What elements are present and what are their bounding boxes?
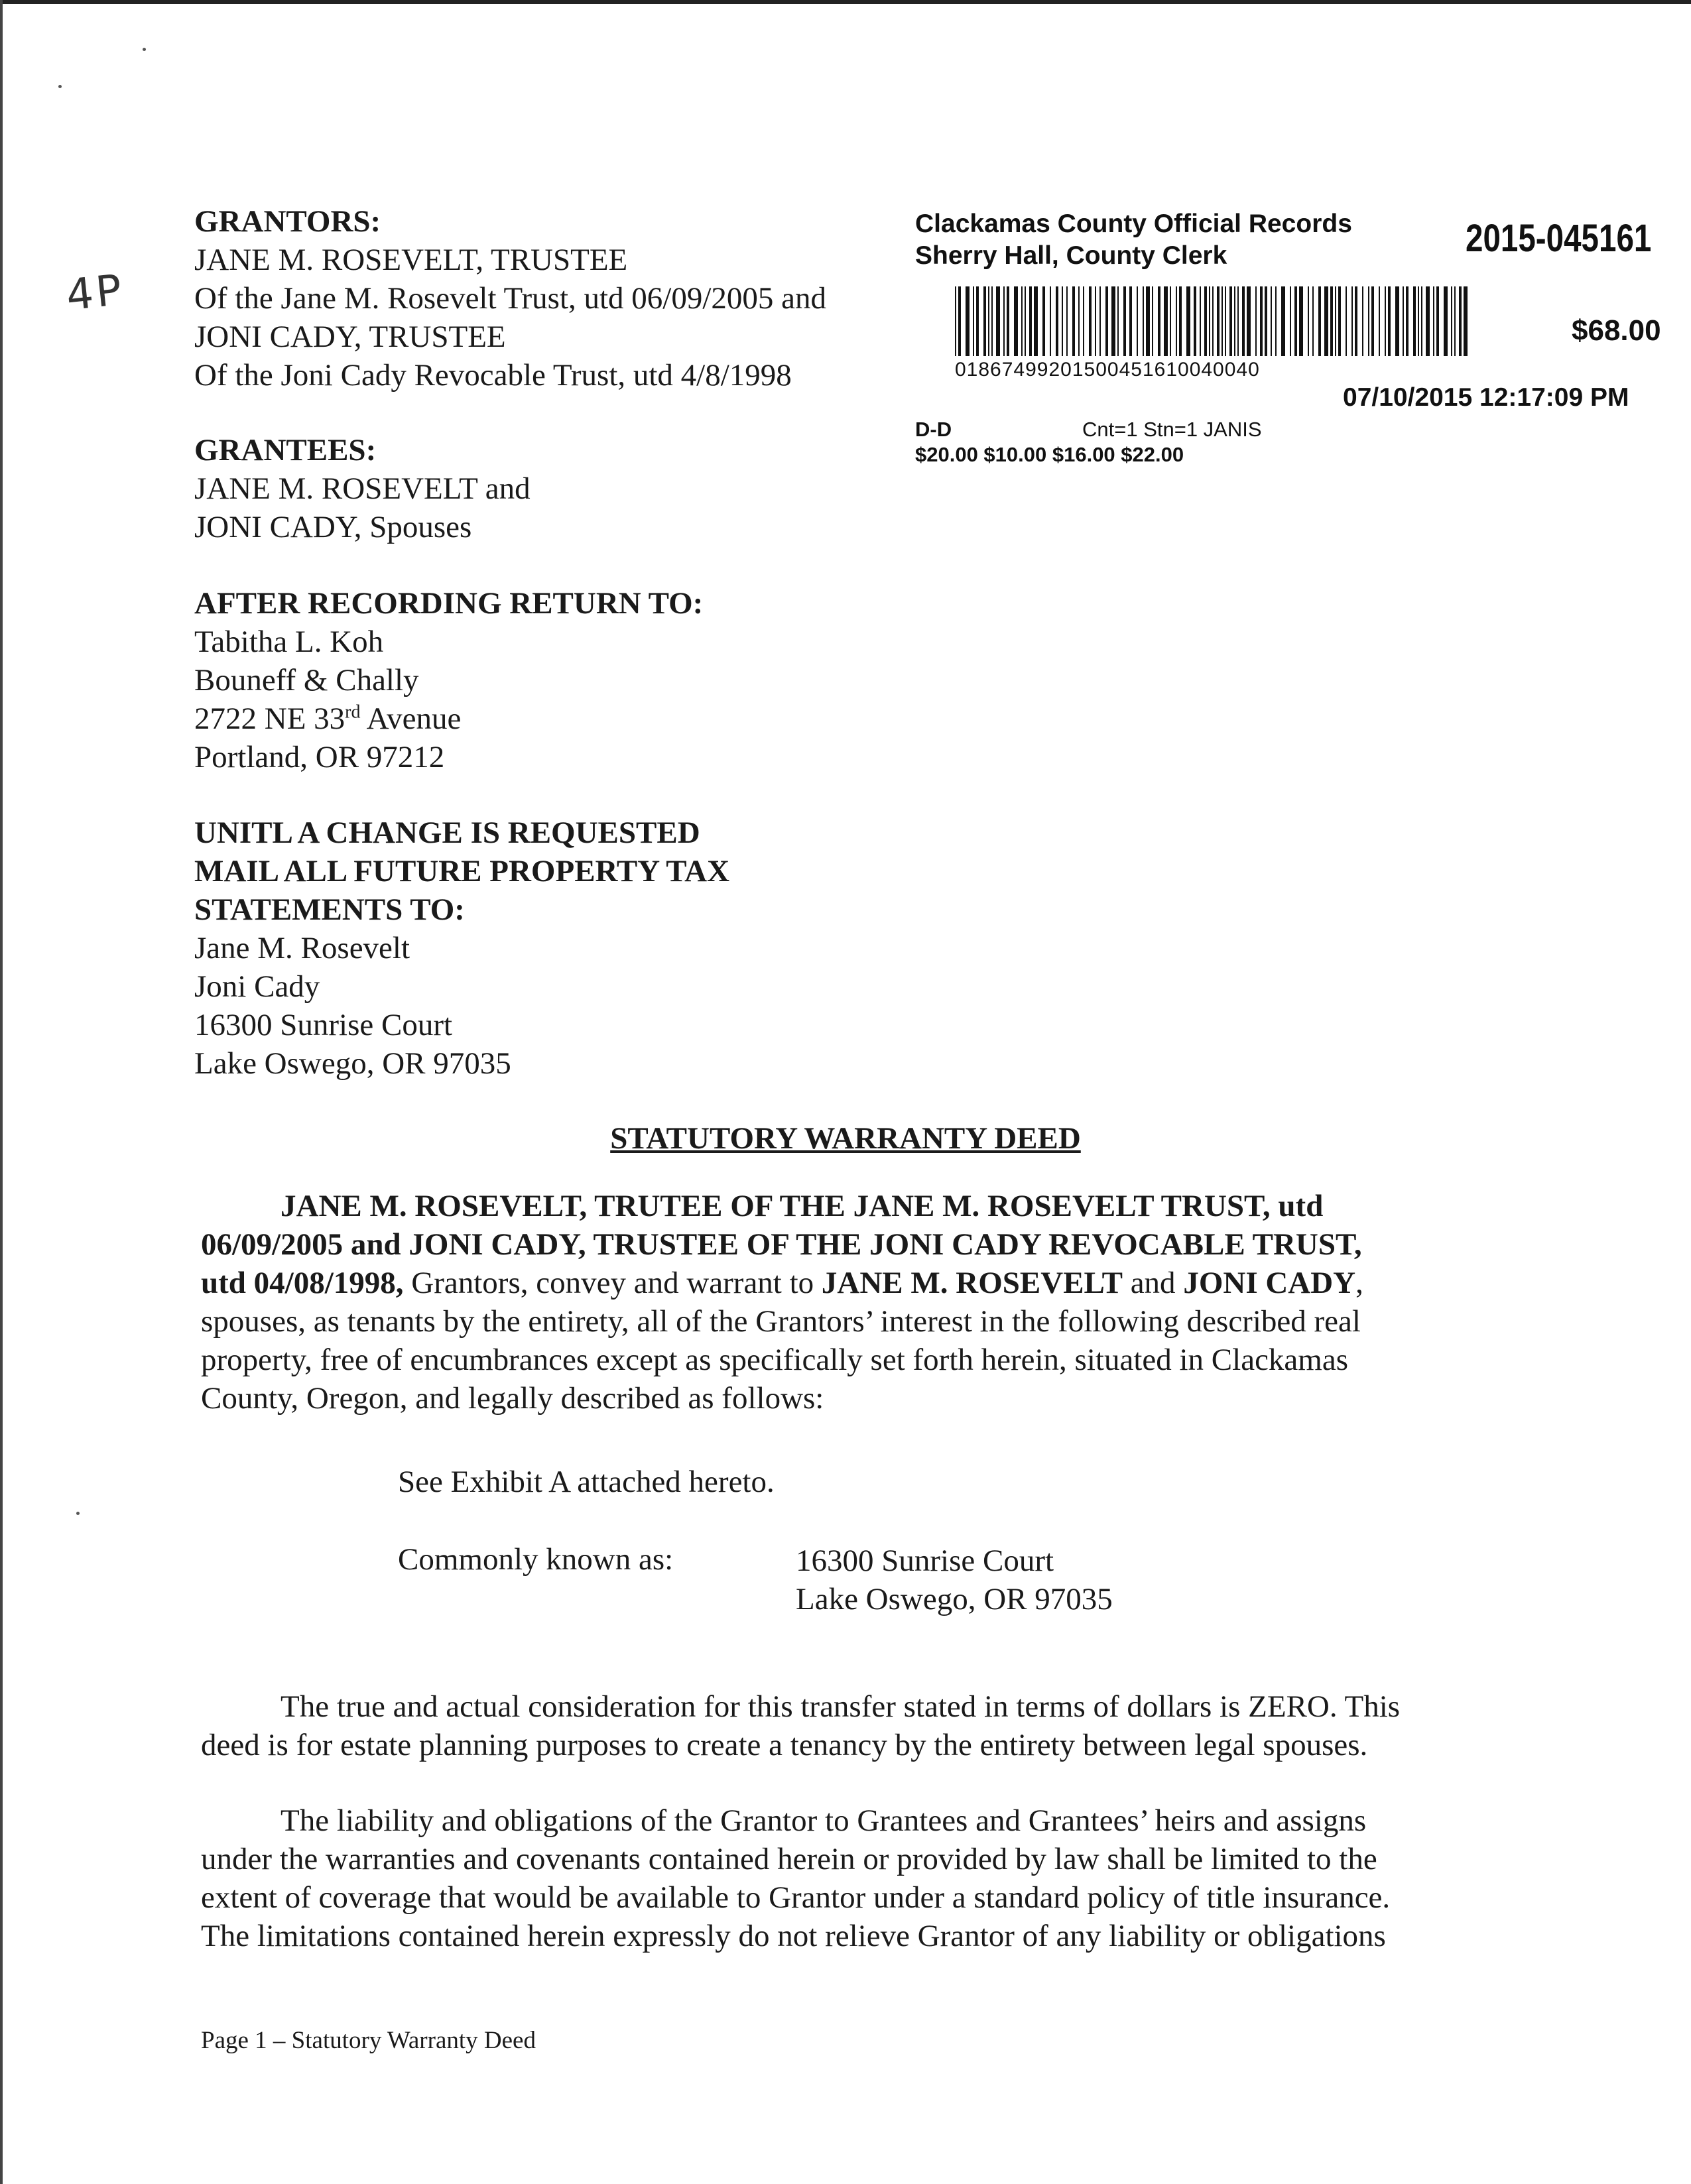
barcode-bar (1444, 286, 1448, 356)
barcode-bar (1247, 286, 1251, 356)
barcode-bar (1099, 286, 1101, 356)
barcode-bar (1050, 286, 1051, 356)
barcode-bar (1025, 286, 1026, 356)
barcode-bar (1459, 286, 1462, 356)
barcode-bar (1176, 286, 1177, 356)
recording-timestamp: 07/10/2015 12:17:09 PM (1343, 383, 1629, 412)
commonly-known-line: 16300 Sunrise Court (796, 1544, 1054, 1578)
barcode-bar (1330, 286, 1333, 356)
barcode-bar (1355, 286, 1357, 356)
grantees-heading: GRANTEES: (194, 433, 377, 467)
barcode-bar (1368, 286, 1369, 356)
return-to-block (194, 584, 703, 776)
barcode-bar (1281, 286, 1285, 356)
barcode-bar (1089, 286, 1092, 356)
barcode-bar (1436, 286, 1439, 356)
tax-address-line: Jane M. Rosevelt (194, 931, 410, 965)
liability-line: The limitations contained herein expressly do not relieve Grantor of any liability or obligations (201, 1919, 1386, 1953)
barcode-bar (1385, 286, 1386, 356)
barcode-bar (1265, 286, 1267, 356)
barcode-bar (1464, 286, 1468, 356)
return-to-street: 2722 NE 33rd Avenue (194, 701, 462, 736)
conveyance-line: spouses, as tenants by the entirety, all of the Grantors’ interest in the following described real (201, 1304, 1361, 1339)
liability-line: The liability and obligations of the Grantor to Grantees and Grantees’ heirs and assigns (281, 1803, 1367, 1838)
barcode-bar (1234, 286, 1235, 356)
barcode-bar (1221, 286, 1223, 356)
barcode-bar (1083, 286, 1084, 356)
barcode-bar (1451, 286, 1452, 356)
barcode-bar (1105, 286, 1108, 356)
scan-speck (58, 85, 62, 88)
return-to-firm: Bouneff & Chally (194, 663, 419, 698)
barcode-bar (1179, 286, 1182, 356)
commonly-known-label: Commonly known as: (398, 1542, 674, 1577)
consideration-line: The true and actual consideration for this transfer stated in terms of dollars is ZERO. This (281, 1689, 1401, 1724)
recording-barcode (955, 286, 1472, 356)
barcode-bar (973, 286, 974, 356)
barcode-bar (1194, 286, 1196, 356)
barcode-bar (1418, 286, 1419, 356)
grantees-block (194, 431, 531, 546)
grantors-heading: GRANTORS: (194, 204, 381, 239)
barcode-bar (1158, 286, 1160, 356)
barcode-bar (1454, 286, 1456, 356)
barcode-bar (1403, 286, 1404, 356)
barcode-bar (1021, 286, 1023, 356)
recording-counts: Cnt=1 Stn=1 JANIS (1082, 418, 1262, 441)
barcode-bar (1212, 286, 1214, 356)
barcode-bar (1346, 286, 1347, 356)
barcode-bar (1225, 286, 1226, 356)
barcode-bar (1056, 286, 1058, 356)
barcode-bar (1421, 286, 1422, 356)
barcode-bar (1200, 286, 1201, 356)
barcode-number: 01867499201500451610040040 (955, 359, 1260, 381)
handwritten-page-note: 4P (64, 265, 127, 321)
barcode-bar (1406, 286, 1409, 356)
barcode-bar (1170, 286, 1171, 356)
barcode-bar (996, 286, 1000, 356)
barcode-bar (1204, 286, 1207, 356)
barcode-bar (1129, 286, 1132, 356)
liability-line: under the warranties and covenants contained herein or provided by law shall be limited to the (201, 1842, 1377, 1876)
scan-speck (76, 1512, 80, 1515)
barcode-bar (966, 286, 970, 356)
barcode-bar (955, 286, 956, 356)
barcode-bar (988, 286, 989, 356)
barcode-bar (1152, 286, 1153, 356)
barcode-bar (1117, 286, 1119, 356)
scan-edge-top (0, 0, 1691, 4)
barcode-bar (958, 286, 961, 356)
barcode-bar (1095, 286, 1096, 356)
barcode-bar (1137, 286, 1138, 356)
barcode-bar (1388, 286, 1391, 356)
barcode-bar (1143, 286, 1144, 356)
barcode-bar (1209, 286, 1210, 356)
barcode-bar (1146, 286, 1150, 356)
barcode-bar (1014, 286, 1018, 356)
conveyance-line: property, free of encumbrances except as specifically set forth herein, situated in Clackamas (201, 1343, 1349, 1377)
barcode-bar (1324, 286, 1328, 356)
liability-line: extent of coverage that would be available to Grantor under a standard policy of title insurance. (201, 1880, 1391, 1915)
barcode-bar (1242, 286, 1245, 356)
barcode-bar (1318, 286, 1321, 356)
barcode-bar (1078, 286, 1080, 356)
barcode-bar (1335, 286, 1336, 356)
barcode-bar (1062, 286, 1063, 356)
tax-heading-line: UNITL A CHANGE IS REQUESTED (194, 816, 700, 850)
barcode-bar (1290, 286, 1291, 356)
tax-address-line: 16300 Sunrise Court (194, 1008, 453, 1042)
recording-office-name: Clackamas County Official Records (915, 210, 1352, 238)
tax-heading-line: MAIL ALL FUTURE PROPERTY TAX (194, 854, 730, 888)
barcode-bar (1042, 286, 1045, 356)
tax-statements-block (194, 814, 729, 1083)
barcode-bar (1029, 286, 1032, 356)
barcode-bar (1186, 286, 1190, 356)
conveyance-line: JANE M. ROSEVELT, TRUTEE OF THE JANE M. ROSEVELT TRUST, utd (281, 1189, 1324, 1223)
barcode-bar (983, 286, 986, 356)
barcode-bar (1003, 286, 1005, 356)
consideration-line: deed is for estate planning purposes to create a tenancy by the entirety between legal spouses. (201, 1728, 1368, 1762)
return-to-name: Tabitha L. Koh (194, 625, 384, 659)
recording-code: D-D (915, 418, 952, 441)
scan-edge-left (0, 0, 3, 2184)
barcode-bar (1433, 286, 1434, 356)
commonly-known-line: Lake Oswego, OR 97035 (796, 1582, 1113, 1616)
barcode-bar (1395, 286, 1399, 356)
barcode-bar (1072, 286, 1075, 356)
barcode-bar (1371, 286, 1374, 356)
deed-title: STATUTORY WARRANTY DEED (610, 1121, 1081, 1156)
barcode-bar (1255, 286, 1257, 356)
exhibit-reference: See Exhibit A attached hereto. (398, 1465, 775, 1499)
barcode-bar (1111, 286, 1115, 356)
barcode-bar (1229, 286, 1232, 356)
page-footer: Page 1 – Statutory Warranty Deed (201, 2027, 536, 2054)
barcode-bar (1007, 286, 1009, 356)
barcode-bar (1362, 286, 1363, 356)
commonly-known-address (796, 1542, 1113, 1618)
barcode-bar (1217, 286, 1220, 356)
liability-paragraph (201, 1801, 1501, 1955)
conveyance-line: 06/09/2005 and JONI CADY, TRUSTEE OF THE JONI CADY REVOCABLE TRUST, (201, 1227, 1362, 1262)
grantor-line: Of the Joni Cady Revocable Trust, utd 4/8/1998 (194, 358, 792, 393)
grantor-line: JONI CADY, TRUSTEE (194, 320, 506, 354)
barcode-bar (1164, 286, 1168, 356)
recording-office (915, 208, 1352, 272)
recording-clerk: Sherry Hall, County Clerk (915, 241, 1227, 270)
barcode-bar (1271, 286, 1272, 356)
document-number: 2015-045161 (1466, 217, 1652, 260)
barcode-bar (1413, 286, 1416, 356)
recording-amount: $68.00 (1572, 314, 1661, 347)
barcode-bar (1260, 286, 1263, 356)
grantor-line: JANE M. ROSEVELT, TRUSTEE (194, 243, 628, 277)
grantee-line: JONI CADY, Spouses (194, 510, 472, 544)
scan-speck (143, 48, 146, 51)
grantee-line: JANE M. ROSEVELT and (194, 471, 531, 506)
tax-address-line: Joni Cady (194, 969, 320, 1004)
barcode-bar (1379, 286, 1380, 356)
barcode-bar (1066, 286, 1068, 356)
barcode-bar (1237, 286, 1239, 356)
consideration-paragraph (201, 1687, 1501, 1764)
barcode-bar (1426, 286, 1430, 356)
conveyance-line: utd 04/08/1998, Grantors, convey and warrant to JANE M. ROSEVELT and JONI CADY, (201, 1266, 1363, 1300)
tax-address-line: Lake Oswego, OR 97035 (194, 1046, 511, 1081)
barcode-bar (1123, 286, 1126, 356)
conveyance-line: County, Oregon, and legally described as follows: (201, 1381, 824, 1416)
barcode-bar (1034, 286, 1038, 356)
barcode-bar (1351, 286, 1353, 356)
barcode-bar (1299, 286, 1303, 356)
grantor-line: Of the Jane M. Rosevelt Trust, utd 06/09/2005 and (194, 281, 827, 316)
barcode-bar (991, 286, 993, 356)
barcode-bar (1275, 286, 1277, 356)
recording-fees: $20.00 $10.00 $16.00 $22.00 (915, 443, 1184, 466)
grantors-block (194, 202, 826, 394)
barcode-bar (1338, 286, 1341, 356)
barcode-bar (1312, 286, 1314, 356)
barcode-bar (976, 286, 979, 356)
return-to-heading: AFTER RECORDING RETURN TO: (194, 586, 704, 621)
barcode-bar (1294, 286, 1297, 356)
return-to-city: Portland, OR 97212 (194, 740, 445, 774)
barcode-bar (1308, 286, 1309, 356)
tax-heading-line: STATEMENTS TO: (194, 892, 465, 927)
conveyance-paragraph (201, 1187, 1501, 1418)
